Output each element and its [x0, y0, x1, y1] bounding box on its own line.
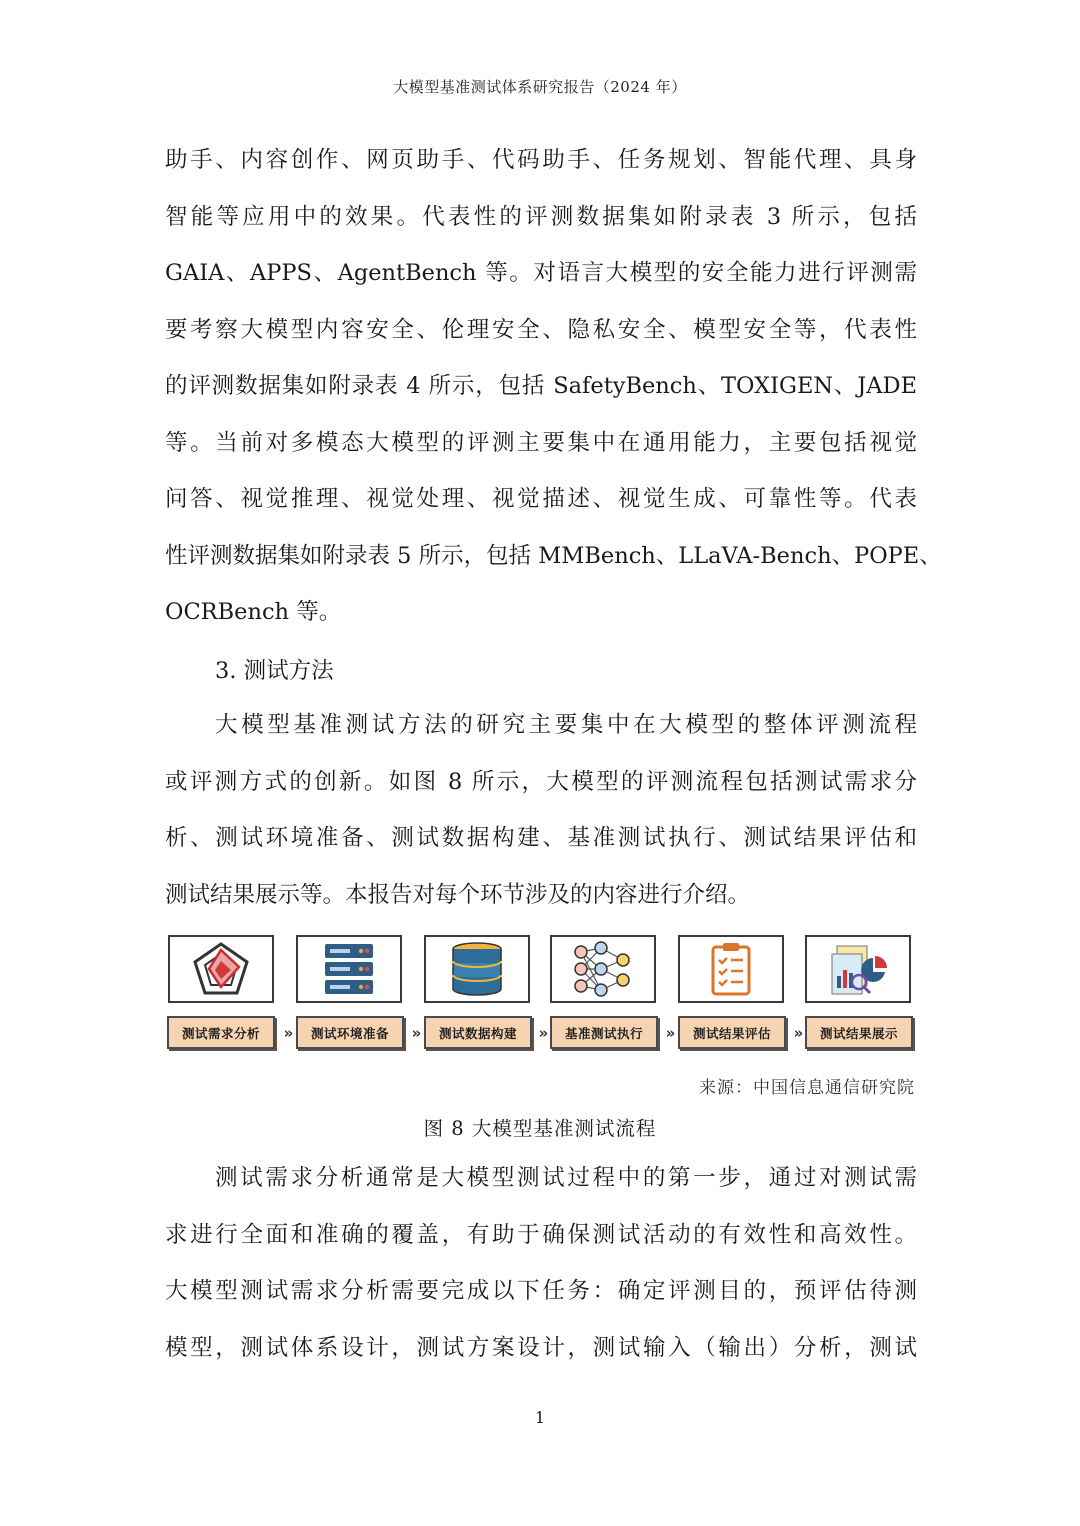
- text-line: 性评测数据集如附录表 5 所示，包括 MMBench、LLaVA-Bench、POPE、: [165, 542, 942, 569]
- database-icon: [450, 941, 504, 997]
- paragraph-3: [165, 1150, 917, 1376]
- step-label: 测试结果评估: [678, 1016, 786, 1049]
- flow-diagram: [166, 935, 914, 1055]
- server-rack-icon: [323, 942, 375, 996]
- paragraph-2: [165, 697, 917, 923]
- text-line: 智能等应用中的效果。代表性的评测数据集如附录表 3 所示，包括: [165, 203, 917, 230]
- text-line: 大模型测试需求分析需要完成以下任务：确定评测目的，预评估待测: [165, 1278, 917, 1304]
- step-icon-box: [550, 935, 656, 1003]
- checklist-clipboard-icon: [710, 941, 752, 997]
- step-icon-box: [168, 935, 274, 1003]
- paragraph-1: [165, 132, 942, 641]
- report-charts-icon: [829, 942, 887, 996]
- section-heading: 3. 测试方法: [215, 658, 334, 684]
- radar-chart-icon: [191, 941, 251, 997]
- step-icon-box: [805, 935, 911, 1003]
- chevron-right-icon: »: [665, 1024, 673, 1042]
- figure-source: 来源：中国信息通信研究院: [699, 1078, 915, 1098]
- text-line: 测试结果展示等。本报告对每个环节涉及的内容进行介绍。: [165, 881, 751, 908]
- step-label: 测试需求分析: [167, 1016, 275, 1049]
- step-label: 测试环境准备: [296, 1016, 404, 1049]
- step-icon-box: [296, 935, 402, 1003]
- text-line: 助手、内容创作、网页助手、代码助手、任务规划、智能代理、具身: [165, 147, 917, 173]
- text-line: 或评测方式的创新。如图 8 所示，大模型的评测流程包括测试需求分: [165, 768, 917, 795]
- step-icon-box: [424, 935, 530, 1003]
- step-label: 基准测试执行: [550, 1016, 658, 1049]
- page-number: 1: [534, 1408, 546, 1427]
- text-line: 析、测试环境准备、测试数据构建、基准测试执行、测试结果评估和: [165, 825, 917, 851]
- text-line: OCRBench 等。: [165, 599, 342, 625]
- neural-network-icon: [573, 940, 633, 998]
- running-header: 大模型基准测试体系研究报告（2024 年）: [393, 78, 687, 96]
- text-line: GAIA、APPS、AgentBench 等。对语言大模型的安全能力进行评测需: [165, 260, 917, 286]
- step-icon-box: [678, 935, 784, 1003]
- chevron-right-icon: »: [283, 1024, 291, 1042]
- text-line: 等。当前对多模态大模型的评测主要集中在通用能力，主要包括视觉: [165, 429, 917, 456]
- chevron-right-icon: »: [793, 1024, 801, 1042]
- text-line: 问答、视觉推理、视觉处理、视觉描述、视觉生成、可靠性等。代表: [165, 486, 917, 512]
- text-line: 测试需求分析通常是大模型测试过程中的第一步，通过对测试需: [215, 1165, 917, 1191]
- text-line: 的评测数据集如附录表 4 所示，包括 SafetyBench、TOXIGEN、JADE: [165, 373, 917, 399]
- text-line: 要考察大模型内容安全、伦理安全、隐私安全、模型安全等，代表性: [165, 316, 917, 343]
- text-line: 大模型基准测试方法的研究主要集中在大模型的整体评测流程: [215, 712, 917, 738]
- text-line: 模型，测试体系设计，测试方案设计，测试输入（输出）分析，测试: [165, 1334, 917, 1361]
- chevron-right-icon: »: [538, 1024, 546, 1042]
- step-label: 测试结果展示: [805, 1016, 913, 1049]
- chevron-right-icon: »: [411, 1024, 419, 1042]
- step-label: 测试数据构建: [424, 1016, 532, 1049]
- figure-caption: 图 8 大模型基准测试流程: [423, 1117, 657, 1140]
- text-line: 求进行全面和准确的覆盖，有助于确保测试活动的有效性和高效性。: [165, 1221, 917, 1248]
